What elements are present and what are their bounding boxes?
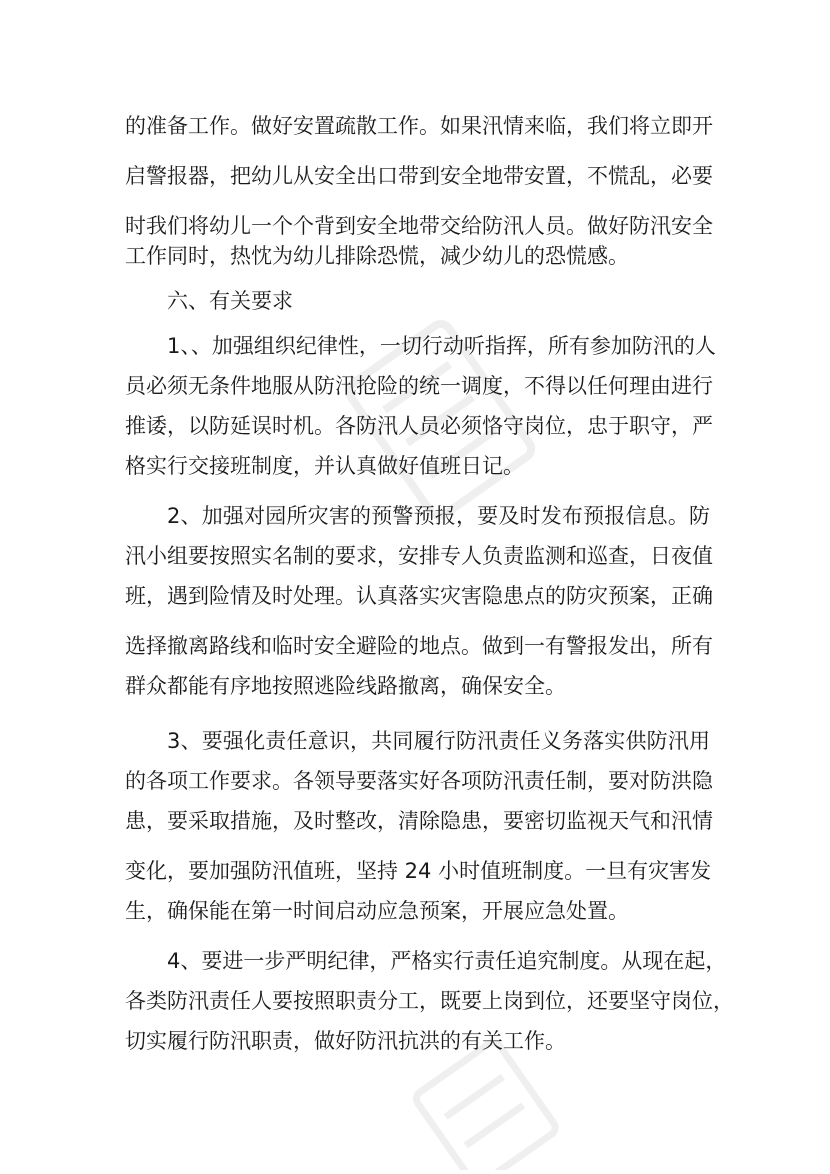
text-line: 班，遇到险情及时处理。认真落实灾害隐患点的防灾预案，正确 (125, 584, 713, 608)
text-line: 的准备工作。做好安置疏散工作。如果汛情来临，我们将立即开 (125, 114, 713, 138)
text-line: 患，要采取措施，及时整改，清除隐患，要密切监视天气和汛情 (125, 809, 713, 833)
text-line: 各类防汛责任人要按照职责分工，既要上岗到位，还要坚守岗位， (125, 989, 734, 1013)
paragraph-start: 3、要强化责任意识，共同履行防汛责任义务落实供防汛用 (167, 729, 710, 753)
text-line: 启警报器，把幼儿从安全出口带到安全地带安置，不慌乱，必要 (125, 164, 713, 188)
text-line: 推诿，以防延误时机。各防汛人员必须恪守岗位，忠于职守，严 (125, 414, 713, 438)
text-line: 工作同时，热忱为幼儿排除恐慌，减少幼儿的恐慌感。 (125, 244, 629, 268)
text-line: 格实行交接班制度，并认真做好值班日记。 (125, 454, 524, 478)
text-line: 群众都能有序地按照逃险线路撤离，确保安全。 (125, 674, 566, 698)
paragraph-start: 2、加强对园所灾害的预警预报，要及时发布预报信息。防 (167, 504, 710, 528)
text-line: 员必须无条件地服从防汛抢险的统一调度，不得以任何理由进行 (125, 374, 713, 398)
paragraph-start: 4、要进一步严明纪律，严格实行责任追究制度。从现在起， (167, 949, 727, 973)
text-line: 的各项工作要求。各领导要落实好各项防汛责任制，要对防洪隐 (125, 769, 713, 793)
text-line: 时我们将幼儿一个个背到安全地带交给防汛人员。做好防汛安全 (125, 214, 713, 238)
section-heading: 六、有关要求 (167, 289, 293, 313)
text-line: 生，确保能在第一时间启动应急预案，开展应急处置。 (125, 899, 629, 923)
watermark-logo-bottom (400, 1040, 560, 1170)
text-line: 选择撤离路线和临时安全避险的地点。做到一有警报发出，所有 (125, 634, 713, 658)
text-line: 切实履行防汛职责，做好防汛抗洪的有关工作。 (125, 1029, 566, 1053)
text-line: 变化，要加强防汛值班，坚持 24 小时值班制度。一旦有灾害发 (125, 859, 712, 883)
text-line: 汛小组要按照实名制的要求，安排专人负责监测和巡查，日夜值 (125, 544, 713, 568)
paragraph-start: 1、、加强组织纪律性，一切行动听指挥，所有参加防汛的人 (167, 334, 716, 358)
